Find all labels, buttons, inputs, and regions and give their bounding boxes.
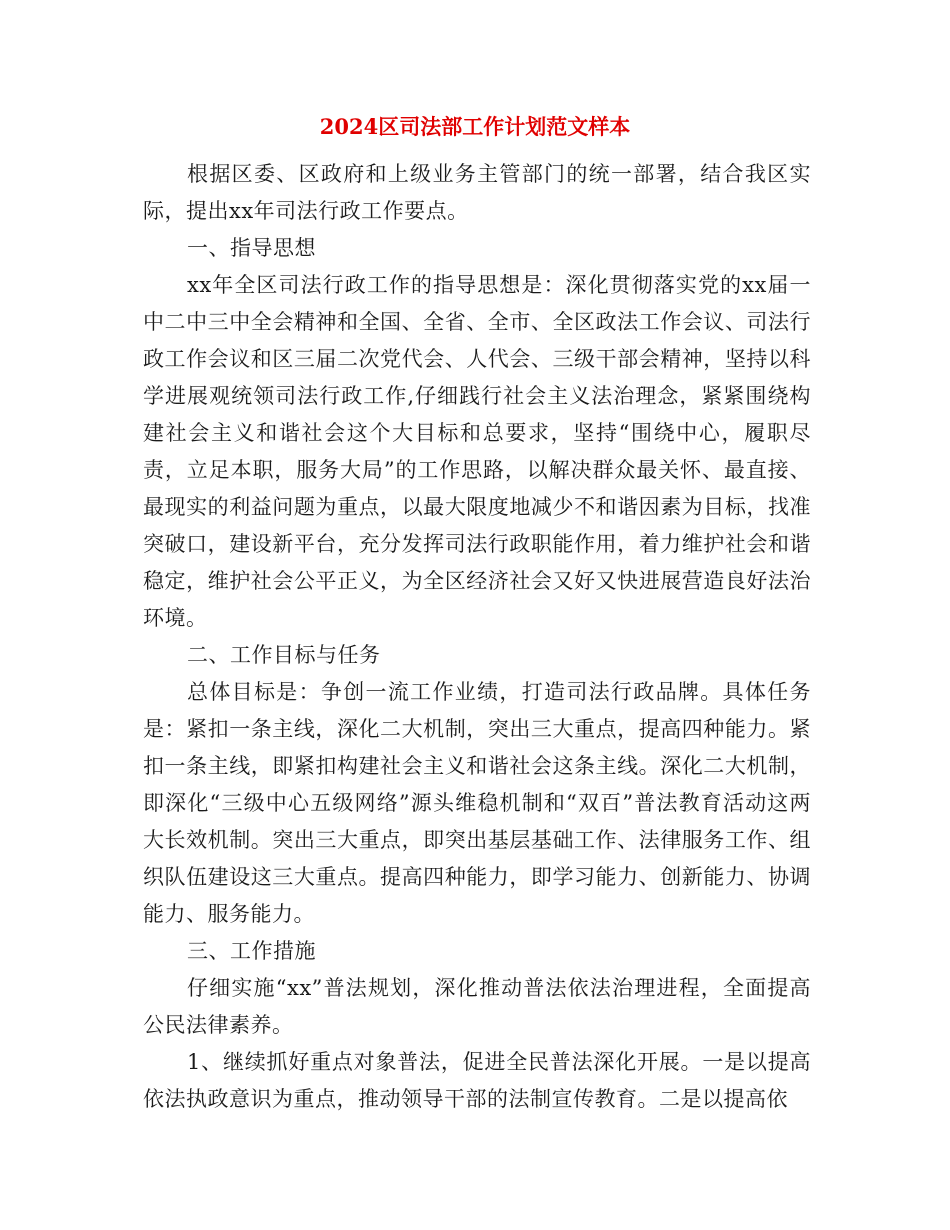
document-body (143, 156, 811, 1118)
measures-intro-paragraph: 仔细实施“xx”普法规划，深化推动普法依法治理进程，全面提高公民法律素养。 (143, 976, 811, 1037)
intro-paragraph: 根据区委、区政府和上级业务主管部门的统一部署，结合我区实际，提出xx年司法行政工作要点。 (143, 162, 811, 223)
measures-item-1-paragraph: 1、继续抓好重点对象普法，促进全民普法深化开展。一是以提高依法执政意识为重点，推动领导干部的法制宣传教育。二是以提高依 (143, 1050, 811, 1111)
section-heading-guiding-ideology: 一、指导思想 (187, 236, 316, 260)
section-heading-goals-tasks: 二、工作目标与任务 (187, 643, 381, 667)
document-title: 2024区司法部工作计划范文样本 (319, 114, 631, 139)
guiding-ideology-paragraph: xx年全区司法行政工作的指导思想是：深化贯彻落实党的xx届一中二中三中全会精神和全国、全省、全市、全区政法工作会议、司法行政工作会议和区三届二次党代会、人代会、三级干部会精神，坚持以科学进展观统领司法行政工作,仔细践行社会主义法治理念，紧紧围绕构建社会主义和谐社会这个大目标和总要求，坚持“围绕中心，履职尽责，立足本职，服务大局”的工作思路，以解决群众最关怀、最直接、最现实的利益问题为重点，以最大限度地减少不和谐因素为目标，找准突破口，建设新平台，充分发挥司法行政职能作用，着力维护社会和谐稳定，维护社会公平正义，为全区经济社会又好又快进展营造良好法治环境。 (143, 273, 811, 630)
goals-tasks-paragraph: 总体目标是：争创一流工作业绩，打造司法行政品牌。具体任务是：紧扣一条主线，深化二大机制，突出三大重点，提高四种能力。紧扣一条主线，即紧扣构建社会主义和谐社会这条主线。深化二大机制，即深化“三级中心五级网络”源头维稳机制和“双百”普法教育活动这两大长效机制。突出三大重点，即突出基层基础工作、法律服务工作、组织队伍建设这三大重点。提高四种能力，即学习能力、创新能力、协调能力、服务能力。 (143, 680, 811, 926)
section-heading-measures: 三、工作措施 (187, 939, 316, 963)
